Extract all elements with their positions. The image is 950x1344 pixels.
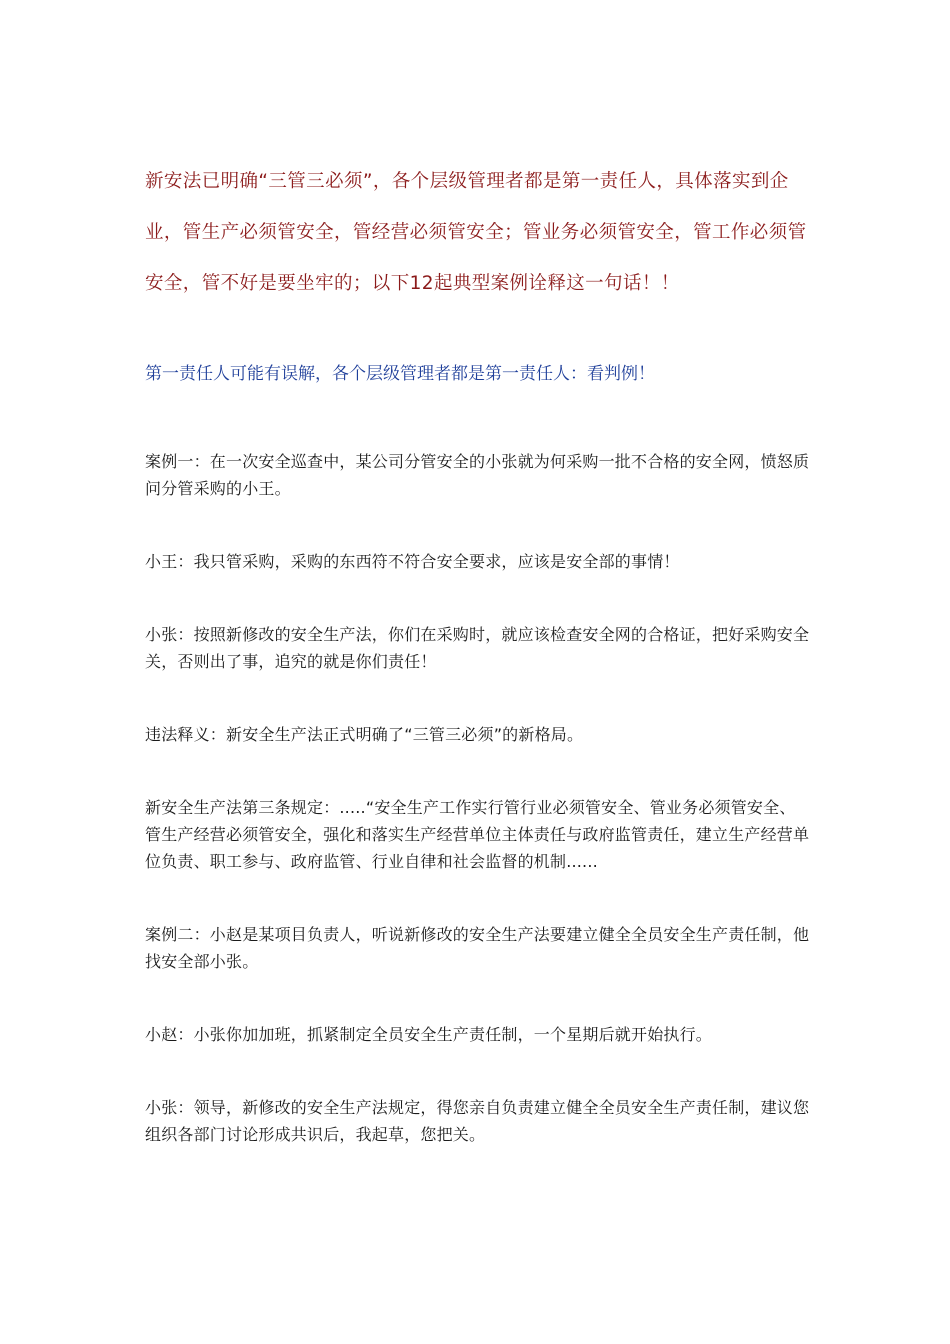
dialogue-xiaozhao: 小赵：小张你加加班，抓紧制定全员安全生产责任制，一个星期后就开始执行。: [145, 1025, 713, 1044]
law-article-three: 新安全生产法第三条规定：.....“安全生产工作实行管行业必须管安全、管业务必须管安全、管生产经营必须管安全，强化和落实生产经营单位主体责任与政府监管责任，建立生产经营单位负责、职工参与、政府监管、行业自律和社会监督的机制......: [145, 798, 810, 871]
case-two-paragraph: 案例二：小赵是某项目负责人，听说新修改的安全生产法要建立健全全员安全生产责任制，他找安全部小张。: [145, 925, 810, 971]
dialogue-xiaowang: 小王：我只管采购，采购的东西符不符合安全要求，应该是安全部的事情！: [145, 552, 680, 571]
law-interpretation: 违法释义：新安全生产法正式明确了“三管三必须”的新格局。: [145, 725, 584, 744]
intro-paragraph: 新安法已明确“三管三必须”，各个层级管理者都是第一责任人，具体落实到企业，管生产必须管安全，管经营必须管安全；管业务必须管安全，管工作必须管安全，管不好是要坐牢的；以下12起典型案例诠释这一句话！！: [145, 171, 807, 294]
dialogue-xiaozhang-1: 小张：按照新修改的安全生产法，你们在采购时，就应该检查安全网的合格证，把好采购安全关，否则出了事，追究的就是你们责任！: [145, 625, 810, 671]
case-one-paragraph: 案例一：在一次安全巡查中，某公司分管安全的小张就为何采购一批不合格的安全网，愤怒质问分管采购的小王。: [145, 452, 810, 498]
section-heading: 第一责任人可能有误解，各个层级管理者都是第一责任人：看判例！: [145, 364, 655, 384]
dialogue-xiaozhang-2: 小张：领导，新修改的安全生产法规定，得您亲自负责建立健全全员安全生产责任制，建议您组织各部门讨论形成共识后，我起草，您把关。: [145, 1098, 810, 1144]
